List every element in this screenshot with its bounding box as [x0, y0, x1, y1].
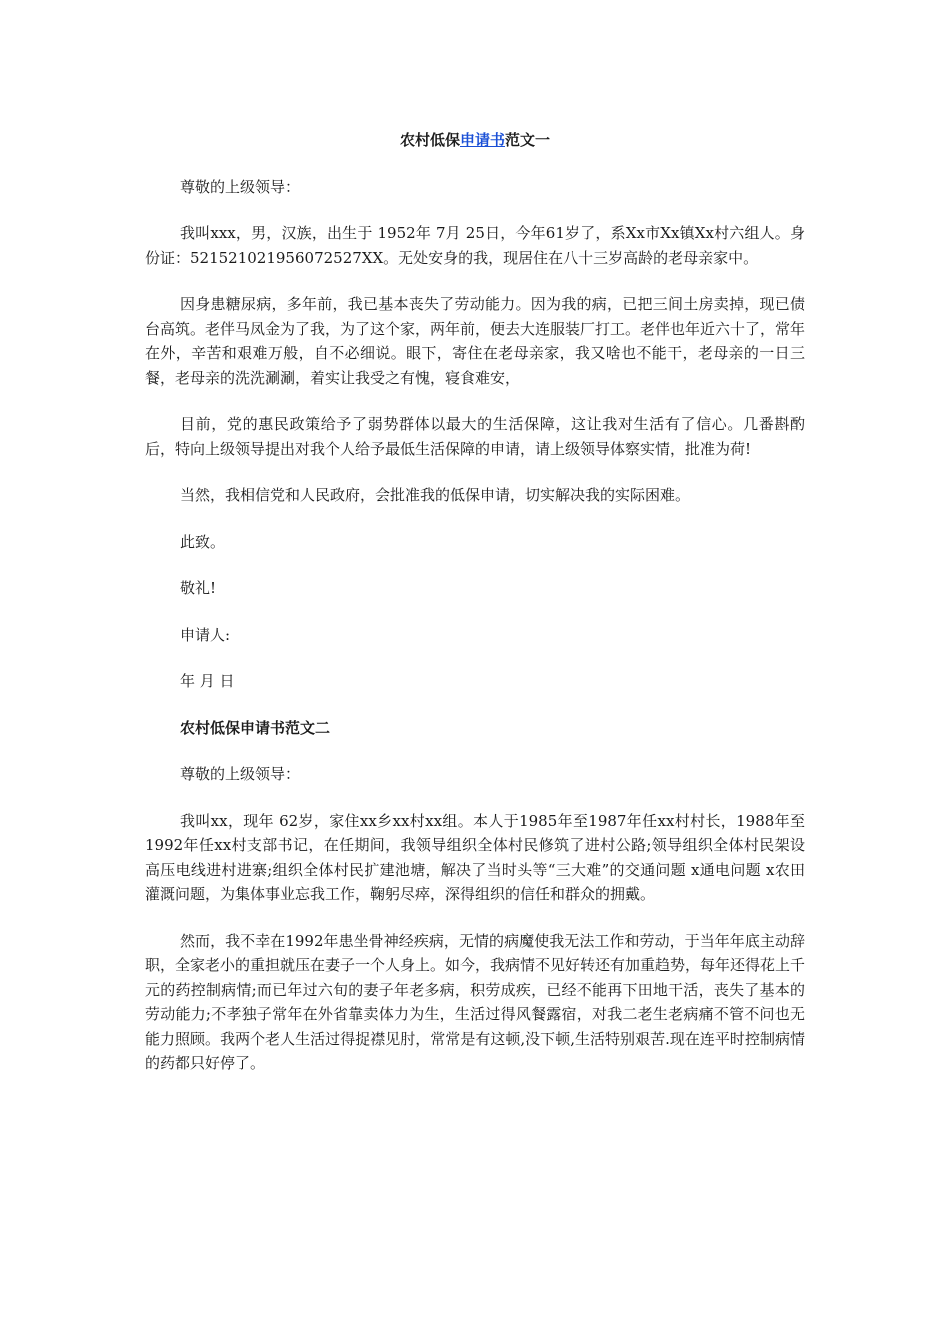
title-1-link[interactable]: 申请书	[459, 131, 505, 149]
letter-1-salutation: 尊敬的上级领导：	[180, 177, 301, 196]
letter-1-paragraph-4: 当然，我相信党和人民政府，会批准我的低保申请，切实解决我的实际困难。	[180, 486, 691, 504]
letter-1-paragraph-3: 目前，党的惠民政策给予了弱势群体以最大的生活保障，这让我对生活有了信心。几番斟酌后，特向上级领导提出对我个人给予最低生活保障的申请，请上级领导体察实情，批准为荷!	[145, 415, 805, 458]
letter-1-closing-2: 敬礼!	[180, 579, 217, 597]
document-body	[145, 118, 805, 1098]
letter-2-paragraph-2: 然而，我不幸在1992年患坐骨神经疾病，无情的病魔使我无法工作和劳动，于当年年底主动辞职，全家老小的重担就压在妻子一个人身上。如今，我病情不见好转还有加重趋势，每年还得花上千元的药控制病情;而已年过六旬的妻子年老多病，积劳成疾，已经不能再下田地干活，丧失了基本的劳动能力;不孝独子常年在外省靠卖体力为生，生活过得风餐露宿，对我二老生老病痛不管不问也无能力照顾。我两个老人生活过得捉襟见肘，常常是有这顿,没下顿,生活特别艰苦.现在连平时控制病情的药都只好停了。	[145, 931, 806, 1072]
title-1-suffix: 范文一	[505, 131, 551, 149]
letter-1-date: 年 月 日	[180, 672, 235, 690]
letter-1-paragraph-2: 因身患糖尿病，多年前，我已基本丧失了劳动能力。因为我的病，已把三间土房卖掉，现已债台高筑。老伴马凤金为了我，为了这个家，两年前，便去大连服装厂打工。老伴也年近六十了，常年在外，辛苦和艰难万般，自不必细说。眼下，寄住在老母亲家，我又啥也不能干，老母亲的一日三餐，老母亲的洗洗涮涮，着实让我受之有愧，寝食难安，	[145, 295, 806, 387]
document-title-2: 农村低保申请书范文二	[180, 718, 331, 737]
letter-1-paragraph-1: 我叫xxx，男，汉族，出生于 1952年 7月 25日，今年61岁了，系Xx市Xx镇Xx村六组人。身份证：521521021956072527XX。无处安身的我，现居住在八十三岁高龄的老母亲家中。	[145, 224, 805, 267]
letter-1-applicant: 申请人:	[180, 625, 231, 644]
title-1-prefix: 农村低保	[399, 131, 460, 149]
letter-1-closing-1: 此致。	[180, 532, 226, 551]
letter-2-paragraph-1: 我叫xx，现年 62岁，家住xx乡xx村xx组。本人于1985年至1987年任xx村村长，1988年至1992年任xx村支部书记，在任期间，我领导组织全体村民修筑了进村公路;领导组织全体村民架设高压电线进村进寨;组织全体村民扩建池塘，解决了当时头等“三大难”的交通问题 x通电问题 x农田灌溉问题，为集体事业忘我工作，鞠躬尽瘁，深得组织的信任和群众的拥戴。	[145, 811, 805, 903]
document-title-1	[145, 128, 805, 153]
letter-2-salutation: 尊敬的上级领导：	[180, 765, 301, 783]
